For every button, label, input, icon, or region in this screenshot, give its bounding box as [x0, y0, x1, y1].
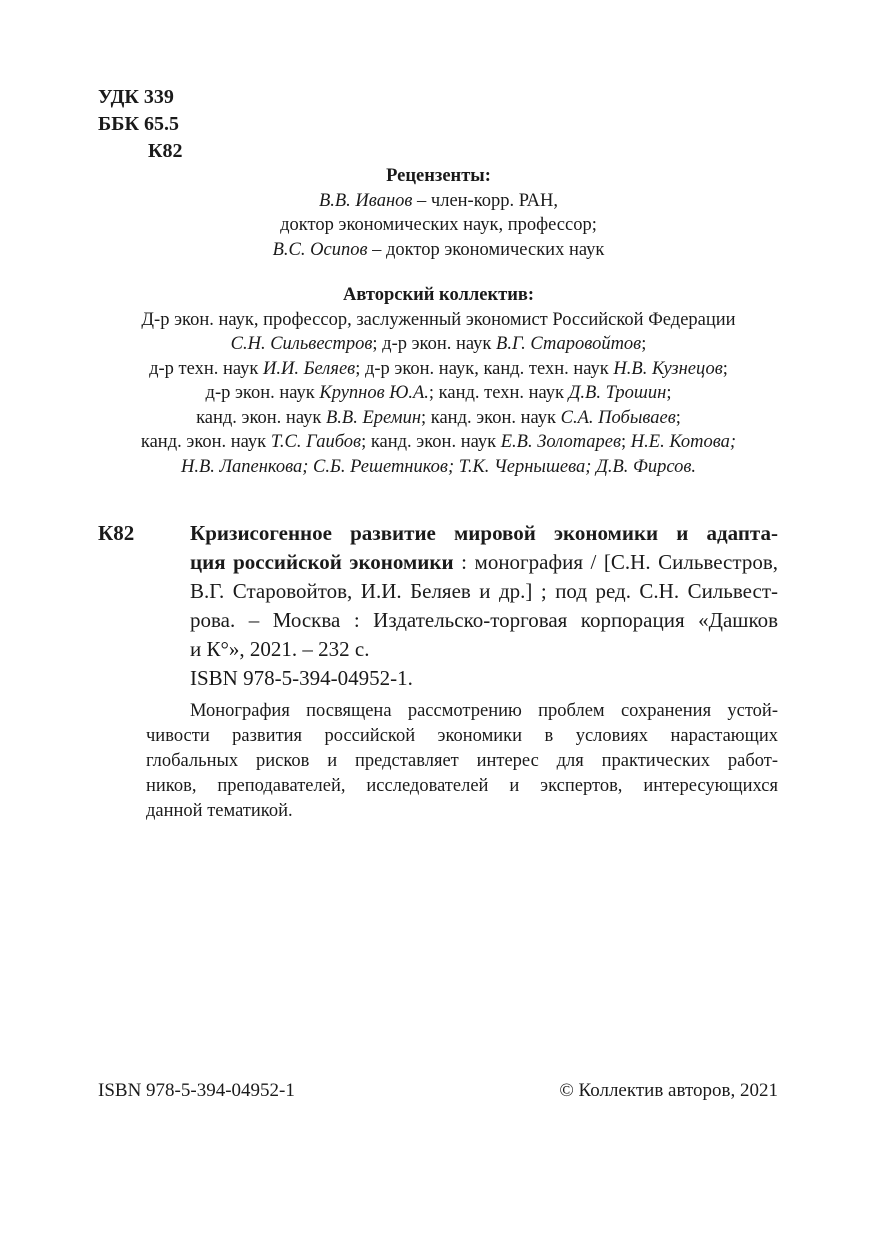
reviewer-1-role: – член-корр. РАН, [412, 190, 559, 211]
bib-line-3: В.Г. Старовойтов, И.И. Беляев и др.] ; под ред. С.Н. Сильвест- [190, 579, 778, 603]
reviewer-2-role: – доктор экономических наук [367, 239, 605, 260]
bib-line-5: и К°», 2021. – 232 с. [190, 637, 370, 661]
bib-isbn: ISBN 978-5-394-04952-1. [190, 666, 413, 690]
reviewer-2 [96, 238, 781, 263]
separator: ; [666, 383, 672, 403]
reviewers-heading: Рецензенты: [386, 166, 491, 186]
footer-isbn: ISBN 978-5-394-04952-1 [98, 1080, 295, 1101]
separator: ; [621, 432, 631, 452]
footer-copyright: © Коллектив авторов, 2021 [559, 1080, 778, 1101]
annotation-line-5: данной тематикой. [146, 801, 293, 821]
authors-line-5 [96, 406, 781, 431]
author-name: Крупнов Ю.А. [319, 383, 429, 403]
author-degree: ; канд. экон. наук [361, 432, 501, 452]
separator: ; [675, 407, 681, 428]
separator: ; [641, 334, 647, 354]
authors-line-3 [96, 357, 781, 382]
authors-block [96, 283, 781, 479]
annotation-line-4: ников, преподавателей, исследователей и экспертов, интересующихся [146, 776, 778, 796]
author-name: Т.С. Гаибов [270, 432, 362, 452]
bib-line-4: рова. – Москва : Издательско-торговая корпорация «Дашков [190, 608, 778, 632]
authors-line-4 [96, 381, 781, 406]
author-name: Е.В. Золотарев [500, 432, 622, 452]
author-degree: д-р техн. наук [149, 358, 264, 379]
author-name: И.И. Беляев [263, 358, 356, 379]
classification-codes [98, 84, 183, 165]
bib-title-line-2: ция российской экономики [190, 550, 454, 574]
author-name: Н.В. Кузнецов [613, 358, 723, 379]
author-degree: д-р экон. наук [205, 383, 320, 403]
author-degree: ; д-р экон. наук, канд. техн. наук [355, 358, 614, 379]
reviewer-2-name: В.С. Осипов [272, 239, 368, 260]
bib-label: К82 [98, 521, 135, 545]
author-degree: канд. экон. наук [140, 432, 271, 452]
annotation [146, 699, 778, 824]
bibliographic-record [190, 519, 778, 664]
author-name: С.Н. Сильвестров [230, 334, 373, 354]
author-degree: ; д-р экон. наук [372, 334, 497, 354]
author-name: Д.В. Трошин [568, 383, 667, 403]
author-degree: ; канд. экон. наук [421, 407, 561, 428]
udk-code: УДК 339 [98, 86, 174, 108]
bbk-code: ББК 65.5 [98, 113, 179, 135]
authors-line-2 [96, 332, 781, 357]
author-name: В.Г. Старовойтов [496, 334, 642, 354]
reviewer-1-name: В.В. Иванов [318, 190, 413, 211]
reviewers-block [96, 164, 781, 262]
reviewer-1-degree: доктор экономических наук, профессор; [280, 215, 597, 235]
bib-title-line-1: Кризисогенное развитие мировой экономики и адапта- [190, 521, 778, 545]
annotation-line-1: Монография посвящена рассмотрению проблем сохранения устой- [190, 701, 778, 721]
separator: ; [722, 358, 728, 379]
authors-line-1: Д-р экон. наук, профессор, заслуженный экономист Российской Федерации [141, 309, 736, 330]
author-name: Н.Е. Котова; [630, 432, 737, 452]
authors-line-6 [96, 430, 781, 455]
author-name: С.А. Побываев [560, 407, 676, 428]
reviewer-1 [96, 189, 781, 214]
author-degree: канд. экон. наук [196, 407, 326, 428]
author-name: В.В. Еремин [325, 407, 421, 428]
bib-line-2 [190, 548, 778, 577]
bib-description: : монография / [С.Н. Сильвестров, [453, 550, 778, 574]
annotation-line-3: глобальных рисков и представляет интерес для практических работ- [146, 751, 778, 771]
authors-line-7: Н.В. Лапенкова; С.Б. Решетников; Т.К. Чернышева; Д.В. Фирсов. [180, 456, 697, 477]
author-mark: К82 [148, 140, 183, 162]
author-degree: ; канд. техн. наук [428, 383, 569, 403]
authors-heading: Авторский коллектив: [342, 285, 535, 305]
annotation-line-2: чивости развития российской экономики в условиях нарастающих [146, 726, 778, 746]
